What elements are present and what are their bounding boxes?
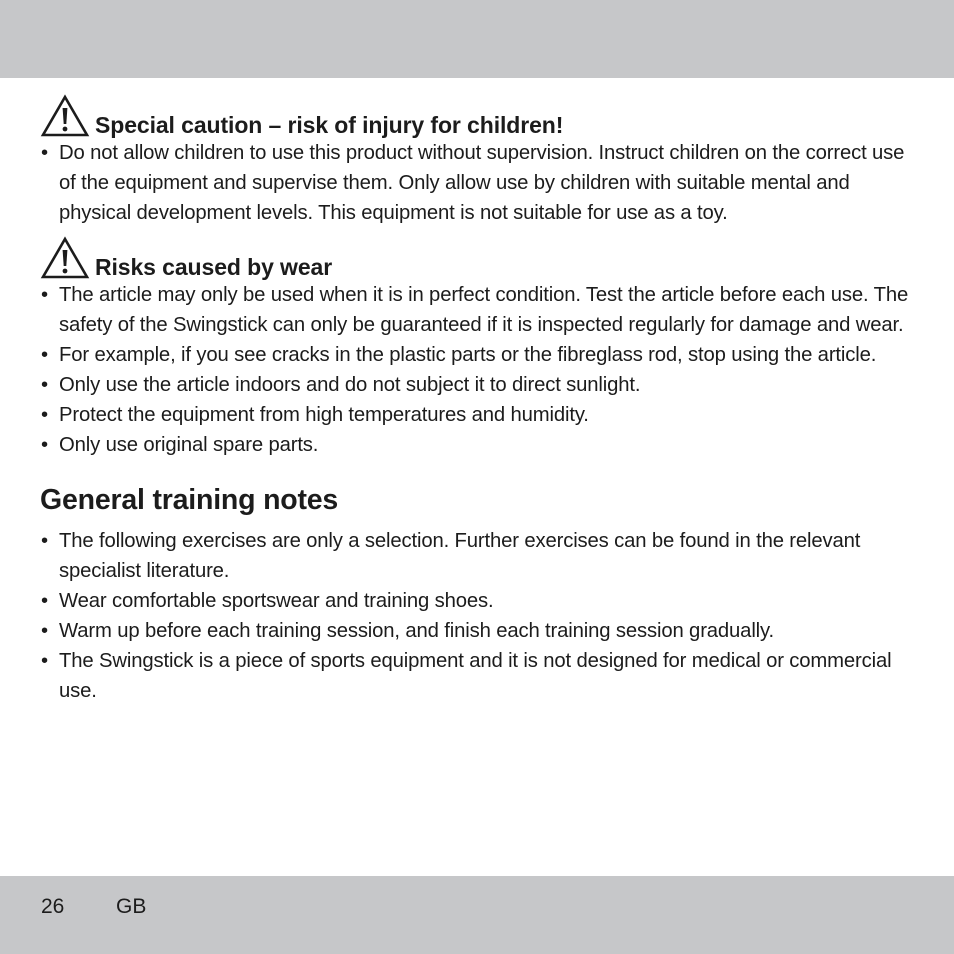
section-heading-text: Risks caused by wear [95, 254, 333, 280]
warning-triangle-icon [40, 94, 90, 138]
page-number: 26 [41, 895, 65, 918]
section-children-caution [40, 94, 912, 228]
page-footer [41, 892, 146, 922]
section-heading [40, 236, 912, 280]
list-item: • Only use the article indoors and do not subject it to direct sunlight. [40, 370, 912, 400]
page-content [40, 94, 912, 706]
language-code: GB [116, 895, 147, 918]
section-wear-risks [40, 236, 912, 460]
list-item: • Do not allow children to use this product without supervision. Instruct children on the correct use of the equipment and supervise them. Only allow use by children with suitable mental and physical development levels. This equipment is not suitable for use as a toy. [40, 138, 912, 228]
list-item: • Wear comfortable sportswear and training shoes. [40, 586, 912, 616]
list-item: • Protect the equipment from high temperatures and humidity. [40, 400, 912, 430]
warning-triangle-icon [40, 236, 90, 280]
list-item: • Warm up before each training session, and finish each training session gradually. [40, 616, 912, 646]
bullet-list [40, 138, 912, 228]
section-heading [40, 94, 912, 138]
bullet-list [40, 526, 912, 706]
list-item: • For example, if you see cracks in the plastic parts or the fibreglass rod, stop using the article. [40, 340, 912, 370]
bullet-list [40, 280, 912, 460]
section-general-training [40, 483, 912, 706]
list-item: • The following exercises are only a selection. Further exercises can be found in the relevant specialist literature. [40, 526, 912, 586]
list-item: • The Swingstick is a piece of sports equipment and it is not designed for medical or commercial use. [40, 646, 912, 706]
list-item: • Only use original spare parts. [40, 430, 912, 460]
section-heading-text: Special caution – risk of injury for children! [95, 112, 564, 138]
section-title: General training notes [40, 484, 339, 516]
list-item: • The article may only be used when it is in perfect condition. Test the article before each use. The safety of the Swingstick can only be guaranteed if it is inspected regularly for damage and wear. [40, 280, 912, 340]
header-band [0, 0, 954, 78]
